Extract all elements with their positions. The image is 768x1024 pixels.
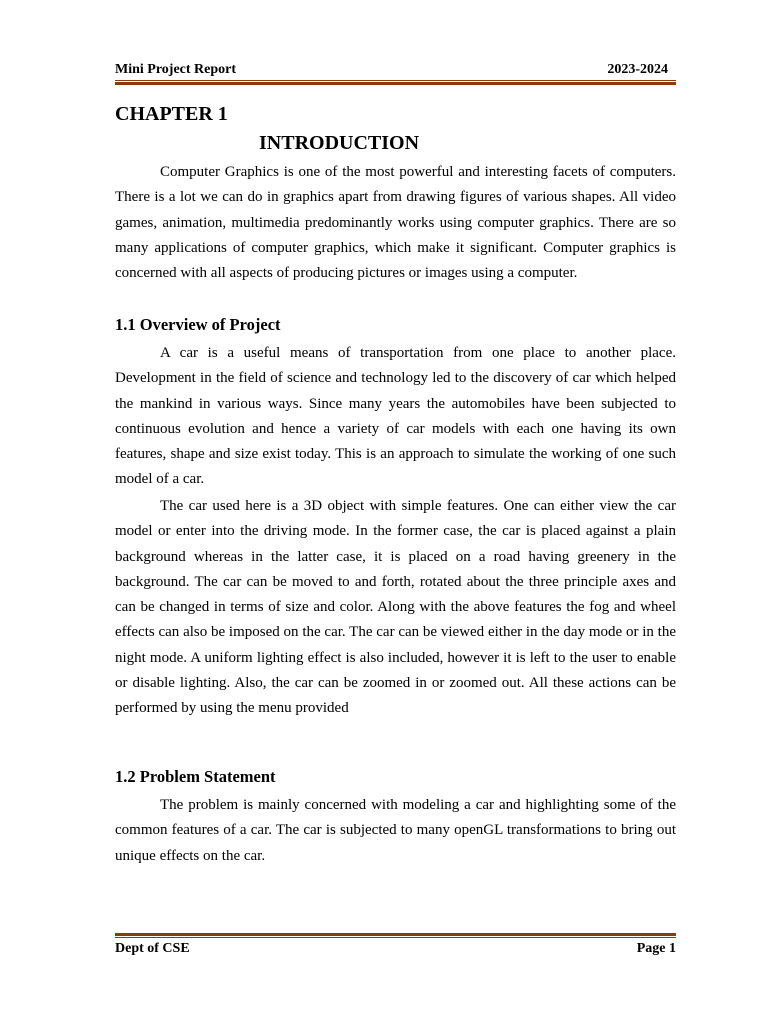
header-rule-thin xyxy=(115,80,676,81)
section-heading-overview: 1.1 Overview of Project xyxy=(115,315,281,334)
chapter-title: INTRODUCTION xyxy=(259,132,420,154)
chapter-label: CHAPTER 1 xyxy=(115,103,228,125)
overview-paragraph-2: The car used here is a 3D object with simple features. One can either view the car model or enter into the driving mode. In the former case, the car is placed against a plain background whereas in the latter case, it is placed on a road having greenery in the background. The car can be moved to and forth, rotated about the three principle axes and can be changed in terms of size and color. Along with the above features the fog and wheel effects can also be imposed on the car. The car can be viewed either in the day mode or in the night mode. A uniform lighting effect is also included, however it is left to the user to enable or disable lighting. Also, the car can be zoomed in or zoomed out. All these actions can be performed by using the menu provided xyxy=(115,498,676,717)
footer-page-number: Page 1 xyxy=(636,941,676,956)
section-heading-problem-statement: 1.2 Problem Statement xyxy=(115,767,276,786)
header-report-title: Mini Project Report xyxy=(115,62,237,77)
footer-department: Dept of CSE xyxy=(115,941,190,956)
page-footer xyxy=(115,941,676,959)
problem-statement-paragraph: The problem is mainly concerned with modeling a car and highlighting some of the common features of a car. The car is subjected to many openGL transformations to bring out unique effects on the car. xyxy=(115,797,676,864)
header-rule-thick xyxy=(115,82,676,85)
footer-rule-thick xyxy=(115,933,676,936)
header-academic-year: 2023-2024 xyxy=(607,62,668,77)
intro-paragraph: Computer Graphics is one of the most powerful and interesting facets of computers. There is a lot we can do in graphics apart from drawing figures of various shapes. All video games, animation, multimedia predominantly works using computer graphics. There are so many applications of computer graphics, which make it significant. Computer graphics is concerned with all aspects of producing pictures or images using a computer. xyxy=(115,164,676,282)
page-header xyxy=(115,62,676,80)
overview-paragraph-1: A car is a useful means of transportation from one place to another place. Development in the field of science and technology led to the discovery of car which helped the mankind in various ways. Since many years the automobiles have been subjected to continuous evolution and hence a variety of car models with each one having its own features, shape and size exist today. This is an approach to simulate the working of one such model of a car. xyxy=(115,345,676,488)
footer-rule-thin xyxy=(115,937,676,938)
